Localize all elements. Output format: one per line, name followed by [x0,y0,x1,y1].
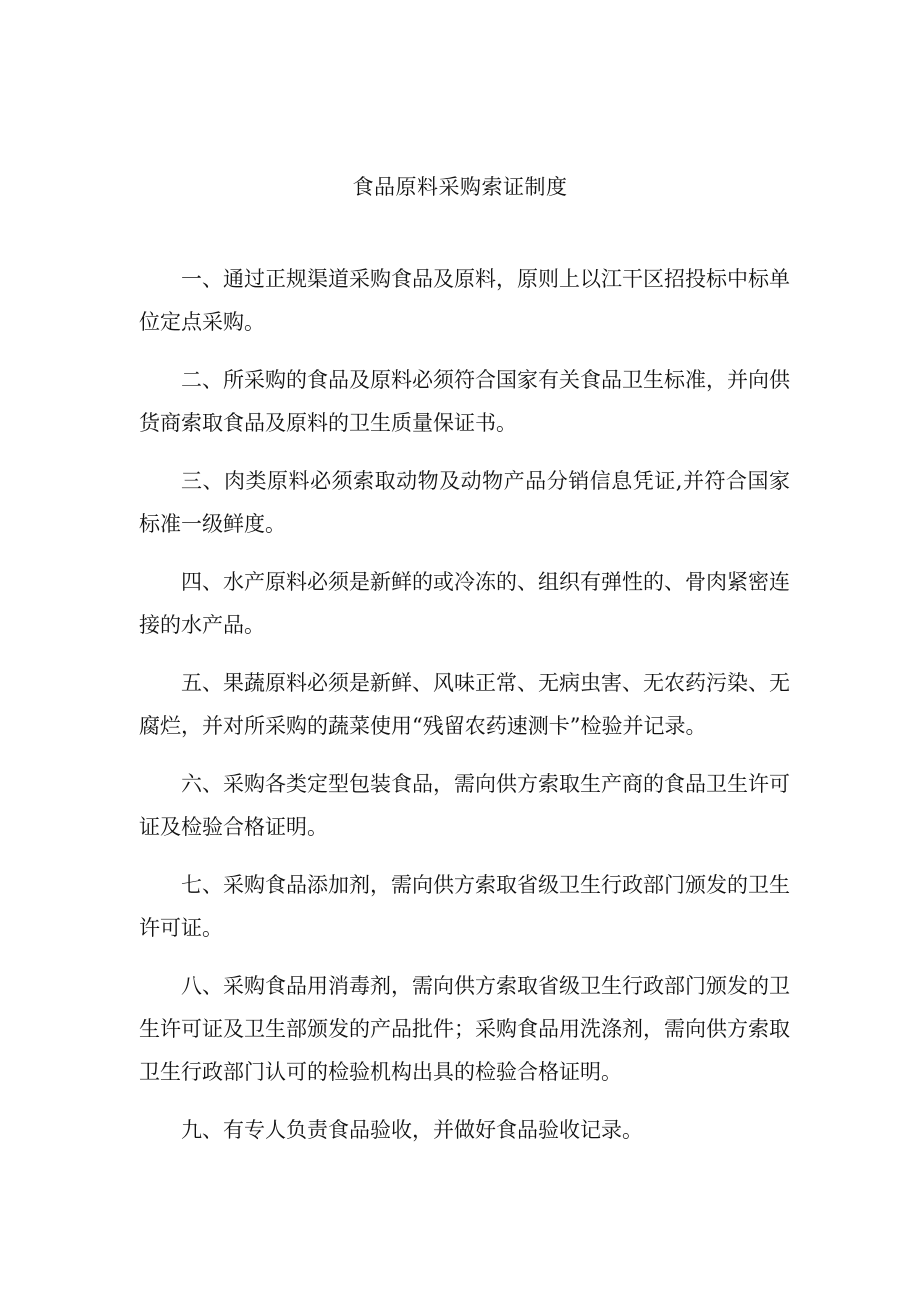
clause-8: 八、采购食品用消毒剂，需向供方索取省级卫生行政部门颁发的卫生许可证及卫生部颁发的产品批件；采购食品用洗涤剂，需向供方索取卫生行政部门认可的检验机构出具的检验合格证明。 [139,974,790,1084]
document-body [139,258,790,1167]
clause-1: 一、通过正规渠道采购食品及原料，原则上以江干区招投标中标单位定点采购。 [139,267,790,334]
clause-5: 五、果蔬原料必须是新鲜、风味正常、无病虫害、无农药污染、无腐烂，并对所采购的蔬菜使用“残留农药速测卡”检验并记录。 [139,671,790,738]
clause-3: 三、肉类原料必须索取动物及动物产品分销信息凭证,并符合国家标准一级鲜度。 [139,469,790,536]
clause-9: 九、有专人负责食品验收，并做好食品验收记录。 [181,1118,643,1142]
clause-7: 七、采购食品添加剂，需向供方索取省级卫生行政部门颁发的卫生许可证。 [139,873,790,940]
document-title: 食品原料采购索证制度 [352,175,568,199]
clause-6: 六、采购各类定型包装食品，需向供方索取生产商的食品卫生许可证及检验合格证明。 [139,772,790,839]
clause-2: 二、所采购的食品及原料必须符合国家有关食品卫生标准，并向供货商索取食品及原料的卫生质量保证书。 [139,368,790,435]
clause-4: 四、水产原料必须是新鲜的或冷冻的、组织有弹性的、骨肉紧密连接的水产品。 [139,570,790,637]
